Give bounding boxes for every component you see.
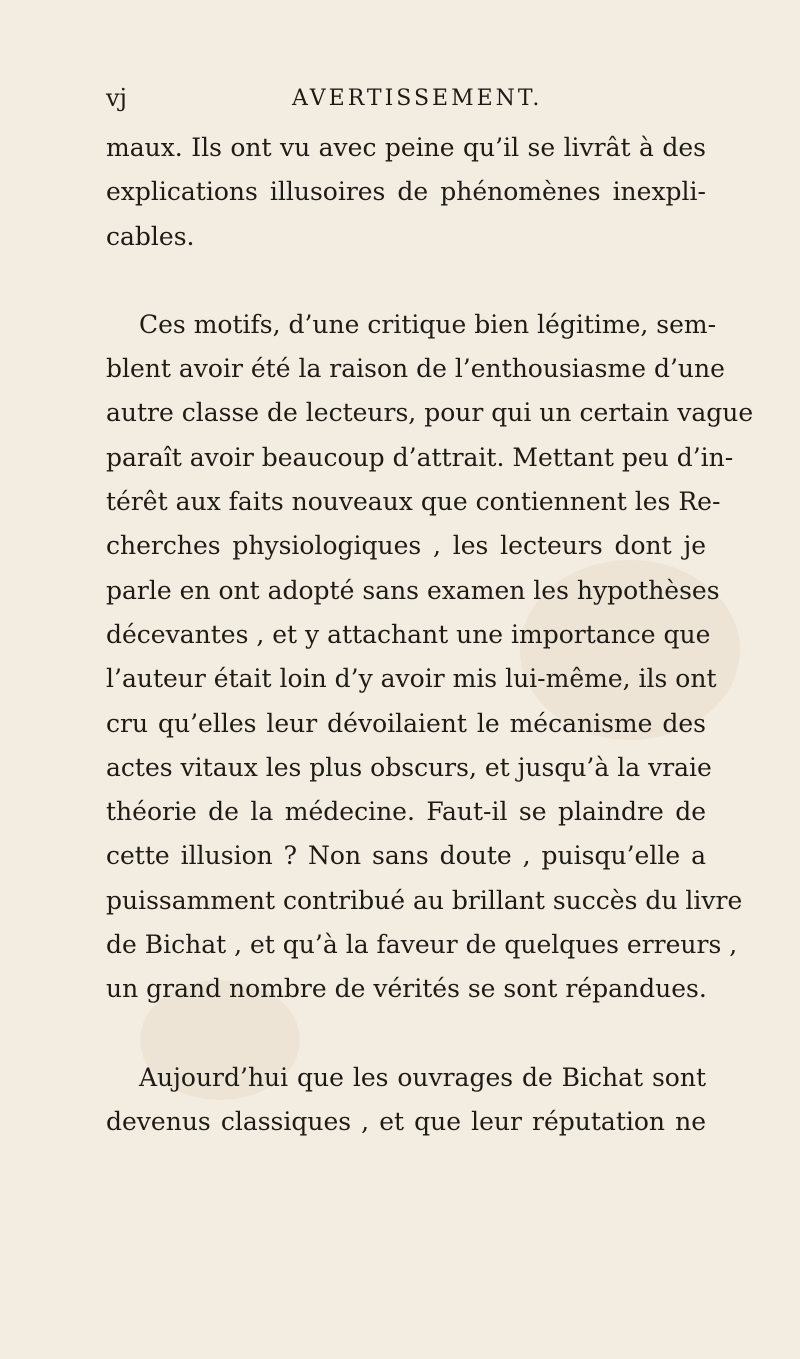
page-header <box>106 84 706 114</box>
page-number: vj <box>106 84 127 112</box>
text-line: puissamment contribué au brillant succès du livre <box>106 885 743 915</box>
text-line: Ces motifs, d’une critique bien légitime, sem- <box>139 309 717 339</box>
text-line: parle en ont adopté sans examen les hypothèses <box>106 575 720 605</box>
text-line: paraît avoir beaucoup d’attrait. Mettant peu d’in- <box>106 442 734 472</box>
text-line: l’auteur était loin d’y avoir mis lui-même, ils ont <box>106 664 717 694</box>
text-line: cherches physiologiques , les lecteurs dont je <box>106 531 706 561</box>
running-title: AVERTISSEMENT. <box>292 86 543 111</box>
paragraph-gap <box>106 259 706 303</box>
text-line: un grand nombre de vérités se sont répandues. <box>106 974 707 1004</box>
text-line: maux. Ils ont vu avec peine qu’il se livrât à des <box>106 133 706 162</box>
text-line: devenus classiques , et que leur réputation ne <box>106 1106 706 1136</box>
text-line: décevantes , et y attachant une importance que <box>106 619 711 649</box>
text-line: blent avoir été la raison de l’enthousiasme d’une <box>106 354 725 384</box>
text-line: cables. <box>106 221 195 251</box>
text-line: théorie de la médecine. Faut-il se plaindre de <box>106 797 706 827</box>
text-line: cette illusion ? Non sans doute , puisqu’elle a <box>106 841 706 871</box>
text-line: Aujourd’hui que les ouvrages de Bichat sont <box>139 1062 706 1092</box>
text-line: autre classe de lecteurs, pour qui un certain vague <box>106 398 754 428</box>
paragraph-gap <box>106 1012 706 1056</box>
text-line: explications illusoires de phénomènes inexpli- <box>106 177 706 207</box>
text-line: térêt aux faits nouveaux que contiennent les Re- <box>106 487 721 517</box>
body-text <box>106 126 754 1144</box>
text-line: cru qu’elles leur dévoilaient le mécanisme des <box>106 708 706 738</box>
text-line: actes vitaux les plus obscurs, et jusqu’à la vraie <box>106 752 712 782</box>
text-line: de Bichat , et qu’à la faveur de quelques erreurs , <box>106 930 738 960</box>
